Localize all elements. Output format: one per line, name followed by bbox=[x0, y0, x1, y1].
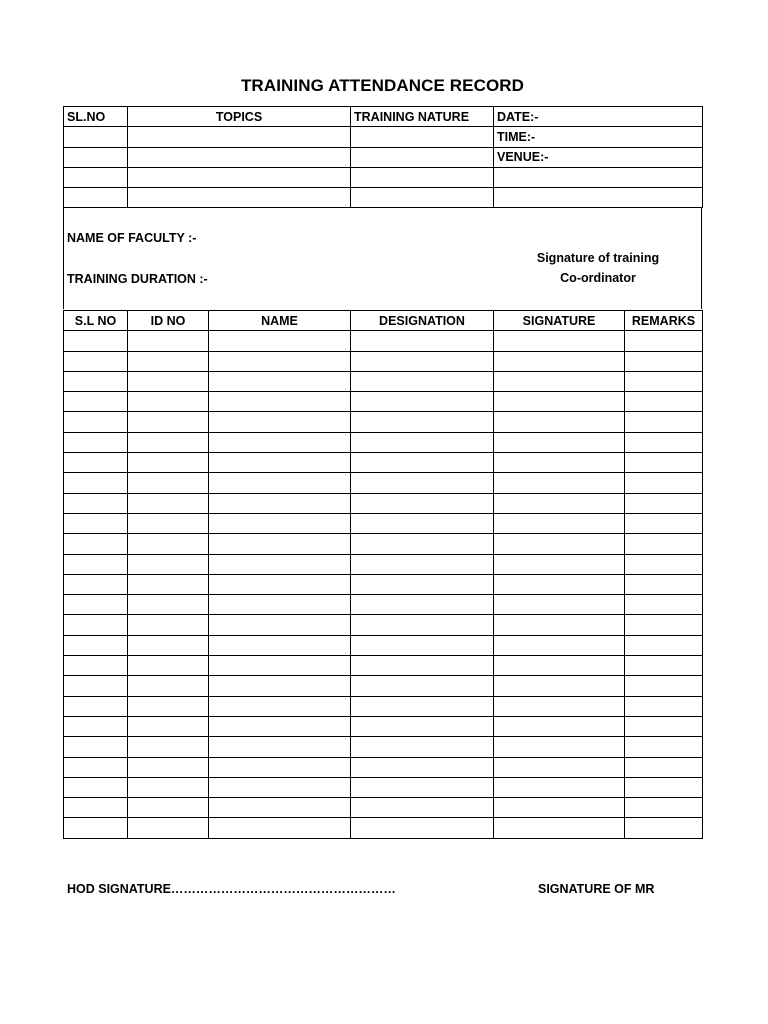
remarks-cell[interactable] bbox=[625, 513, 703, 533]
designation-cell[interactable] bbox=[351, 554, 494, 574]
name-cell[interactable] bbox=[209, 656, 351, 676]
training-nature-cell[interactable] bbox=[351, 167, 494, 187]
id-no-cell[interactable] bbox=[128, 453, 209, 473]
sl-no-cell[interactable] bbox=[64, 331, 128, 351]
designation-cell[interactable] bbox=[351, 737, 494, 757]
sl-no-cell[interactable] bbox=[64, 412, 128, 432]
name-cell[interactable] bbox=[209, 777, 351, 797]
attendance-row bbox=[64, 777, 703, 797]
faculty-name-label: NAME OF FACULTY :- bbox=[67, 231, 197, 245]
attendance-row bbox=[64, 351, 703, 371]
attendance-row bbox=[64, 798, 703, 818]
designation-cell[interactable] bbox=[351, 595, 494, 615]
sl-no-cell[interactable] bbox=[64, 798, 128, 818]
remarks-cell[interactable] bbox=[625, 676, 703, 696]
slno-cell[interactable] bbox=[64, 147, 128, 167]
training-details-table bbox=[63, 106, 703, 208]
page-title: TRAINING ATTENDANCE RECORD bbox=[240, 76, 525, 95]
topic-cell[interactable] bbox=[128, 147, 351, 167]
training-nature-cell[interactable] bbox=[351, 147, 494, 167]
designation-cell[interactable] bbox=[351, 534, 494, 554]
attendance-table bbox=[63, 310, 703, 839]
name-cell[interactable] bbox=[209, 595, 351, 615]
signature-cell[interactable] bbox=[494, 554, 625, 574]
designation-cell[interactable] bbox=[351, 473, 494, 493]
id-no-cell[interactable] bbox=[128, 331, 209, 351]
sl-no-cell[interactable] bbox=[64, 513, 128, 533]
slno-cell[interactable] bbox=[64, 188, 128, 208]
id-no-cell[interactable] bbox=[128, 493, 209, 513]
attendance-row bbox=[64, 453, 703, 473]
signature-cell[interactable] bbox=[494, 696, 625, 716]
remarks-cell[interactable] bbox=[625, 371, 703, 391]
slno-header: SL.NO bbox=[64, 107, 128, 127]
signature-cell[interactable] bbox=[494, 432, 625, 452]
designation-cell[interactable] bbox=[351, 371, 494, 391]
date-label: DATE:- bbox=[494, 107, 703, 127]
designation-cell[interactable] bbox=[351, 818, 494, 838]
designation-cell[interactable] bbox=[351, 635, 494, 655]
mr-signature-label: SIGNATURE OF MR bbox=[538, 882, 655, 896]
remarks-cell[interactable] bbox=[625, 818, 703, 838]
signature-cell[interactable] bbox=[494, 473, 625, 493]
sl-no-cell[interactable] bbox=[64, 777, 128, 797]
sl-no-cell[interactable] bbox=[64, 554, 128, 574]
sl-no-cell[interactable] bbox=[64, 716, 128, 736]
signature-cell[interactable] bbox=[494, 513, 625, 533]
attendance-row bbox=[64, 574, 703, 594]
id-no-cell[interactable] bbox=[128, 595, 209, 615]
id-no-cell[interactable] bbox=[128, 757, 209, 777]
designation-cell[interactable] bbox=[351, 615, 494, 635]
sl-no-cell[interactable] bbox=[64, 676, 128, 696]
id-no-cell[interactable] bbox=[128, 615, 209, 635]
name-cell[interactable] bbox=[209, 453, 351, 473]
designation-cell[interactable] bbox=[351, 432, 494, 452]
signature-cell[interactable] bbox=[494, 757, 625, 777]
signature-cell[interactable] bbox=[494, 453, 625, 473]
id-no-cell[interactable] bbox=[128, 798, 209, 818]
name-cell[interactable] bbox=[209, 737, 351, 757]
column-header-signature: SIGNATURE bbox=[494, 311, 625, 331]
name-cell[interactable] bbox=[209, 676, 351, 696]
designation-cell[interactable] bbox=[351, 392, 494, 412]
attendance-row bbox=[64, 635, 703, 655]
id-no-cell[interactable] bbox=[128, 777, 209, 797]
remarks-cell[interactable] bbox=[625, 696, 703, 716]
signature-cell[interactable] bbox=[494, 493, 625, 513]
remarks-cell[interactable] bbox=[625, 737, 703, 757]
signature-cell[interactable] bbox=[494, 595, 625, 615]
name-cell[interactable] bbox=[209, 351, 351, 371]
training-nature-header: TRAINING NATURE bbox=[351, 107, 494, 127]
sl-no-cell[interactable] bbox=[64, 351, 128, 371]
designation-cell[interactable] bbox=[351, 777, 494, 797]
training-details-row bbox=[64, 127, 703, 147]
designation-cell[interactable] bbox=[351, 331, 494, 351]
attendance-row bbox=[64, 392, 703, 412]
attendance-row bbox=[64, 432, 703, 452]
name-cell[interactable] bbox=[209, 493, 351, 513]
sl-no-cell[interactable] bbox=[64, 737, 128, 757]
remarks-cell[interactable] bbox=[625, 574, 703, 594]
attendance-row bbox=[64, 615, 703, 635]
remarks-cell[interactable] bbox=[625, 493, 703, 513]
remarks-cell[interactable] bbox=[625, 595, 703, 615]
name-cell[interactable] bbox=[209, 615, 351, 635]
attendance-row bbox=[64, 716, 703, 736]
name-cell[interactable] bbox=[209, 331, 351, 351]
id-no-cell[interactable] bbox=[128, 656, 209, 676]
sl-no-cell[interactable] bbox=[64, 656, 128, 676]
name-cell[interactable] bbox=[209, 798, 351, 818]
attendance-rows bbox=[64, 331, 703, 838]
id-no-cell[interactable] bbox=[128, 392, 209, 412]
slno-cell[interactable] bbox=[64, 127, 128, 147]
id-no-cell[interactable] bbox=[128, 676, 209, 696]
designation-cell[interactable] bbox=[351, 513, 494, 533]
designation-cell[interactable] bbox=[351, 493, 494, 513]
remarks-cell[interactable] bbox=[625, 432, 703, 452]
attendance-row bbox=[64, 656, 703, 676]
topic-cell[interactable] bbox=[128, 127, 351, 147]
sl-no-cell[interactable] bbox=[64, 757, 128, 777]
sl-no-cell[interactable] bbox=[64, 574, 128, 594]
signature-cell[interactable] bbox=[494, 737, 625, 757]
attendance-row bbox=[64, 737, 703, 757]
designation-cell[interactable] bbox=[351, 676, 494, 696]
remarks-cell[interactable] bbox=[625, 453, 703, 473]
designation-cell[interactable] bbox=[351, 656, 494, 676]
sl-no-cell[interactable] bbox=[64, 818, 128, 838]
remarks-cell[interactable] bbox=[625, 392, 703, 412]
signature-cell[interactable] bbox=[494, 777, 625, 797]
name-cell[interactable] bbox=[209, 716, 351, 736]
remarks-cell[interactable] bbox=[625, 716, 703, 736]
attendance-row bbox=[64, 554, 703, 574]
designation-cell[interactable] bbox=[351, 412, 494, 432]
training-duration-label: TRAINING DURATION :- bbox=[67, 272, 208, 286]
id-no-cell[interactable] bbox=[128, 554, 209, 574]
attendance-row bbox=[64, 534, 703, 554]
attendance-row bbox=[64, 696, 703, 716]
time-label: TIME:- bbox=[494, 127, 703, 147]
sl-no-cell[interactable] bbox=[64, 371, 128, 391]
signature-cell[interactable] bbox=[494, 818, 625, 838]
signature-cell[interactable] bbox=[494, 331, 625, 351]
name-cell[interactable] bbox=[209, 574, 351, 594]
sl-no-cell[interactable] bbox=[64, 493, 128, 513]
id-no-cell[interactable] bbox=[128, 351, 209, 371]
column-header-id-no: ID NO bbox=[128, 311, 209, 331]
id-no-cell[interactable] bbox=[128, 818, 209, 838]
designation-cell[interactable] bbox=[351, 696, 494, 716]
designation-cell[interactable] bbox=[351, 716, 494, 736]
id-no-cell[interactable] bbox=[128, 473, 209, 493]
remarks-cell[interactable] bbox=[625, 534, 703, 554]
id-no-cell[interactable] bbox=[128, 412, 209, 432]
training-details-row bbox=[64, 167, 703, 187]
remarks-cell[interactable] bbox=[625, 412, 703, 432]
attendance-row bbox=[64, 331, 703, 351]
name-cell[interactable] bbox=[209, 696, 351, 716]
signature-cell[interactable] bbox=[494, 798, 625, 818]
designation-cell[interactable] bbox=[351, 757, 494, 777]
id-no-cell[interactable] bbox=[128, 696, 209, 716]
coordinator-signature-label-line2: Co-ordinator bbox=[560, 271, 636, 285]
name-cell[interactable] bbox=[209, 757, 351, 777]
attendance-row bbox=[64, 757, 703, 777]
slno-cell[interactable] bbox=[64, 167, 128, 187]
name-cell[interactable] bbox=[209, 432, 351, 452]
designation-cell[interactable] bbox=[351, 453, 494, 473]
remarks-cell[interactable] bbox=[625, 798, 703, 818]
coordinator-signature-label-line1: Signature of training bbox=[536, 251, 660, 265]
id-no-cell[interactable] bbox=[128, 371, 209, 391]
remarks-cell[interactable] bbox=[625, 554, 703, 574]
id-no-cell[interactable] bbox=[128, 635, 209, 655]
name-cell[interactable] bbox=[209, 513, 351, 533]
attendance-row bbox=[64, 513, 703, 533]
sl-no-cell[interactable] bbox=[64, 473, 128, 493]
sl-no-cell[interactable] bbox=[64, 595, 128, 615]
training-nature-cell[interactable] bbox=[351, 127, 494, 147]
name-cell[interactable] bbox=[209, 473, 351, 493]
attendance-row bbox=[64, 818, 703, 838]
signature-cell[interactable] bbox=[494, 574, 625, 594]
signature-cell[interactable] bbox=[494, 635, 625, 655]
sl-no-cell[interactable] bbox=[64, 453, 128, 473]
topics-header: TOPICS bbox=[128, 107, 351, 127]
topic-cell[interactable] bbox=[128, 188, 351, 208]
name-cell[interactable] bbox=[209, 412, 351, 432]
remarks-cell[interactable] bbox=[625, 351, 703, 371]
sl-no-cell[interactable] bbox=[64, 432, 128, 452]
column-header-designation: DESIGNATION bbox=[351, 311, 494, 331]
signature-cell[interactable] bbox=[494, 371, 625, 391]
topic-cell[interactable] bbox=[128, 167, 351, 187]
column-header-sl-no: S.L NO bbox=[64, 311, 128, 331]
date-time-venue-cell[interactable] bbox=[494, 167, 703, 187]
id-no-cell[interactable] bbox=[128, 432, 209, 452]
attendance-row bbox=[64, 473, 703, 493]
training-details-row bbox=[64, 188, 703, 208]
column-header-remarks: REMARKS bbox=[625, 311, 703, 331]
name-cell[interactable] bbox=[209, 554, 351, 574]
attendance-header-row bbox=[64, 311, 703, 331]
remarks-cell[interactable] bbox=[625, 777, 703, 797]
name-cell[interactable] bbox=[209, 635, 351, 655]
venue-label: VENUE:- bbox=[494, 147, 703, 167]
column-header-name: NAME bbox=[209, 311, 351, 331]
remarks-cell[interactable] bbox=[625, 757, 703, 777]
id-no-cell[interactable] bbox=[128, 716, 209, 736]
sl-no-cell[interactable] bbox=[64, 615, 128, 635]
sl-no-cell[interactable] bbox=[64, 696, 128, 716]
remarks-cell[interactable] bbox=[625, 656, 703, 676]
id-no-cell[interactable] bbox=[128, 737, 209, 757]
signature-cell[interactable] bbox=[494, 412, 625, 432]
signature-cell[interactable] bbox=[494, 351, 625, 371]
training-details-row bbox=[64, 147, 703, 167]
remarks-cell[interactable] bbox=[625, 473, 703, 493]
sl-no-cell[interactable] bbox=[64, 392, 128, 412]
name-cell[interactable] bbox=[209, 392, 351, 412]
date-time-venue-cell[interactable] bbox=[494, 188, 703, 208]
signature-cell[interactable] bbox=[494, 534, 625, 554]
sl-no-cell[interactable] bbox=[64, 635, 128, 655]
sl-no-cell[interactable] bbox=[64, 534, 128, 554]
signature-cell[interactable] bbox=[494, 615, 625, 635]
designation-cell[interactable] bbox=[351, 574, 494, 594]
remarks-cell[interactable] bbox=[625, 635, 703, 655]
attendance-row bbox=[64, 493, 703, 513]
attendance-row bbox=[64, 595, 703, 615]
attendance-row bbox=[64, 371, 703, 391]
signature-cell[interactable] bbox=[494, 392, 625, 412]
designation-cell[interactable] bbox=[351, 351, 494, 371]
id-no-cell[interactable] bbox=[128, 513, 209, 533]
name-cell[interactable] bbox=[209, 534, 351, 554]
remarks-cell[interactable] bbox=[625, 331, 703, 351]
signature-cell[interactable] bbox=[494, 656, 625, 676]
signature-cell[interactable] bbox=[494, 676, 625, 696]
faculty-info-block bbox=[63, 208, 702, 309]
designation-cell[interactable] bbox=[351, 798, 494, 818]
remarks-cell[interactable] bbox=[625, 615, 703, 635]
id-no-cell[interactable] bbox=[128, 534, 209, 554]
id-no-cell[interactable] bbox=[128, 574, 209, 594]
attendance-row bbox=[64, 412, 703, 432]
signature-cell[interactable] bbox=[494, 716, 625, 736]
name-cell[interactable] bbox=[209, 371, 351, 391]
training-nature-cell[interactable] bbox=[351, 188, 494, 208]
name-cell[interactable] bbox=[209, 818, 351, 838]
training-details-header-row bbox=[64, 107, 703, 127]
attendance-row bbox=[64, 676, 703, 696]
hod-signature-line: HOD SIGNATURE……………………………………………… bbox=[67, 882, 396, 896]
